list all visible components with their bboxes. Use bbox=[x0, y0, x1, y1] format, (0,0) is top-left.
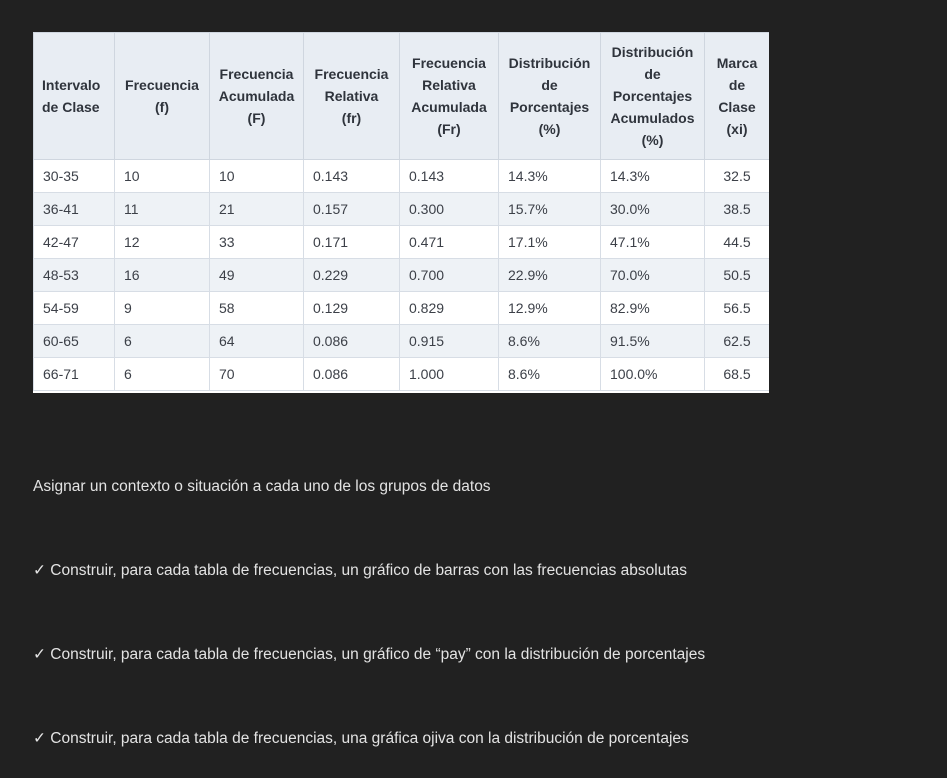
table-cell: 0.915 bbox=[400, 325, 499, 358]
table-cell: 8.6% bbox=[499, 358, 601, 391]
table-cell: 0.171 bbox=[304, 226, 400, 259]
task-pie-chart: ✓ Construir, para cada tabla de frecuencias, un gráfico de “pay” con la distribución de porcentajes bbox=[33, 646, 706, 663]
table-cell: 49 bbox=[210, 259, 304, 292]
table-cell: 44.5 bbox=[705, 226, 770, 259]
table-cell: 54-59 bbox=[34, 292, 115, 325]
table-cell: 22.9% bbox=[499, 259, 601, 292]
column-header-line: de bbox=[541, 77, 558, 93]
table-cell: 14.3% bbox=[601, 160, 705, 193]
column-header-line: Relativa bbox=[422, 77, 476, 93]
column-header-line: (f) bbox=[155, 99, 169, 115]
column-header bbox=[115, 33, 210, 160]
table-row bbox=[34, 292, 770, 325]
table-row bbox=[34, 325, 770, 358]
table-cell: 6 bbox=[115, 325, 210, 358]
table-cell: 50.5 bbox=[705, 259, 770, 292]
frequency-table bbox=[33, 32, 769, 391]
table-cell: 30.0% bbox=[601, 193, 705, 226]
frequency-table-container bbox=[33, 32, 769, 393]
column-header-line: Frecuencia bbox=[412, 55, 486, 71]
table-row bbox=[34, 160, 770, 193]
table-cell: 0.143 bbox=[304, 160, 400, 193]
column-header-line: de bbox=[728, 77, 746, 93]
table-cell: 0.300 bbox=[400, 193, 499, 226]
column-header-line: Intervalo bbox=[42, 77, 101, 93]
table-cell: 8.6% bbox=[499, 325, 601, 358]
table-cell: 12.9% bbox=[499, 292, 601, 325]
table-cell: 60-65 bbox=[34, 325, 115, 358]
table-cell: 33 bbox=[210, 226, 304, 259]
column-header-line: Marca bbox=[716, 55, 758, 71]
table-cell: 38.5 bbox=[705, 193, 770, 226]
column-header-line: Clase bbox=[718, 99, 756, 115]
table-cell: 1.000 bbox=[400, 358, 499, 391]
table-cell: 0.700 bbox=[400, 259, 499, 292]
table-row bbox=[34, 358, 770, 391]
table-cell: 9 bbox=[115, 292, 210, 325]
column-header-line: Acumulados bbox=[610, 110, 695, 126]
table-cell: 30-35 bbox=[34, 160, 115, 193]
column-header-line: (xi) bbox=[726, 121, 748, 137]
column-header bbox=[210, 33, 304, 160]
column-header-line: Distribución bbox=[611, 44, 694, 60]
table-cell: 0.229 bbox=[304, 259, 400, 292]
column-header bbox=[400, 33, 499, 160]
column-header-line: Acumulada bbox=[411, 99, 487, 115]
table-header-row bbox=[34, 33, 770, 160]
table-cell: 42-47 bbox=[34, 226, 115, 259]
table-cell: 68.5 bbox=[705, 358, 770, 391]
table-cell: 91.5% bbox=[601, 325, 705, 358]
table-cell: 47.1% bbox=[601, 226, 705, 259]
column-header bbox=[34, 33, 115, 160]
column-header-line: de bbox=[644, 66, 661, 82]
column-header-line: Relativa bbox=[324, 88, 379, 104]
column-header-line: (%) bbox=[641, 132, 664, 148]
column-header bbox=[601, 33, 705, 160]
table-cell: 0.086 bbox=[304, 358, 400, 391]
table-body bbox=[34, 160, 770, 391]
column-header bbox=[304, 33, 400, 160]
table-cell: 48-53 bbox=[34, 259, 115, 292]
table-cell: 100.0% bbox=[601, 358, 705, 391]
table-cell: 66-71 bbox=[34, 358, 115, 391]
table-cell: 0.157 bbox=[304, 193, 400, 226]
column-header-line: Frecuencia bbox=[219, 66, 294, 82]
table-cell: 0.129 bbox=[304, 292, 400, 325]
column-header-line: de Clase bbox=[42, 99, 100, 115]
table-cell: 14.3% bbox=[499, 160, 601, 193]
task-bar-chart: ✓ Construir, para cada tabla de frecuencias, un gráfico de barras con las frecuencias absolutas bbox=[33, 562, 688, 579]
column-header-line: Porcentajes bbox=[612, 88, 693, 104]
column-header-line: Frecuencia bbox=[314, 66, 389, 82]
task-assign-context: Asignar un contexto o situación a cada uno de los grupos de datos bbox=[33, 478, 491, 495]
table-cell: 70.0% bbox=[601, 259, 705, 292]
table-cell: 10 bbox=[210, 160, 304, 193]
column-header bbox=[499, 33, 601, 160]
column-header-line: Acumulada bbox=[218, 88, 295, 104]
table-cell: 15.7% bbox=[499, 193, 601, 226]
table-cell: 6 bbox=[115, 358, 210, 391]
table-cell: 0.086 bbox=[304, 325, 400, 358]
table-cell: 36-41 bbox=[34, 193, 115, 226]
table-row bbox=[34, 259, 770, 292]
table-cell: 11 bbox=[115, 193, 210, 226]
task-ogive-chart: ✓ Construir, para cada tabla de frecuencias, una gráfica ojiva con la distribución de porcentajes bbox=[33, 730, 689, 747]
table-cell: 12 bbox=[115, 226, 210, 259]
table-cell: 70 bbox=[210, 358, 304, 391]
column-header-line: (Fr) bbox=[437, 121, 461, 137]
table-row bbox=[34, 193, 770, 226]
column-header-line: (fr) bbox=[341, 110, 362, 126]
table-cell: 0.143 bbox=[400, 160, 499, 193]
table-cell: 82.9% bbox=[601, 292, 705, 325]
table-row bbox=[34, 226, 770, 259]
table-cell: 0.471 bbox=[400, 226, 499, 259]
table-cell: 17.1% bbox=[499, 226, 601, 259]
column-header-line: (F) bbox=[247, 110, 266, 126]
table-cell: 58 bbox=[210, 292, 304, 325]
column-header-line: (%) bbox=[538, 121, 561, 137]
column-header bbox=[705, 33, 770, 160]
column-header-line: Porcentajes bbox=[509, 99, 590, 115]
table-cell: 56.5 bbox=[705, 292, 770, 325]
table-cell: 16 bbox=[115, 259, 210, 292]
table-cell: 21 bbox=[210, 193, 304, 226]
table-cell: 0.829 bbox=[400, 292, 499, 325]
table-cell: 64 bbox=[210, 325, 304, 358]
table-cell: 10 bbox=[115, 160, 210, 193]
table-cell: 62.5 bbox=[705, 325, 770, 358]
column-header-line: Frecuencia bbox=[125, 77, 199, 93]
column-header-line: Distribución bbox=[508, 55, 591, 71]
table-cell: 32.5 bbox=[705, 160, 770, 193]
